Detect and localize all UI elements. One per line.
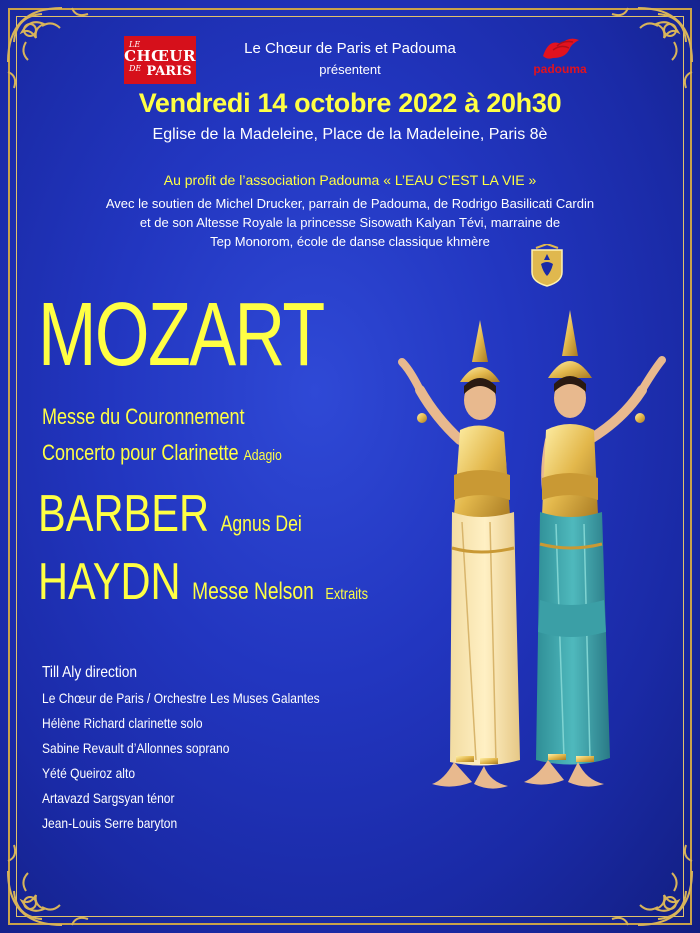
movement-note: Adagio xyxy=(243,447,282,464)
event-venue: Eglise de la Madeleine, Place de la Madeleine, Paris 8è xyxy=(152,126,548,143)
dancer-right xyxy=(524,310,662,787)
tep-monorom-emblem-icon xyxy=(528,244,566,288)
credit-ensemble: Le Chœur de Paris / Orchestre Les Muses Galantes xyxy=(42,690,320,706)
composer-mozart: MOZART xyxy=(38,285,324,385)
support-line: Avec le soutien de Michel Drucker, parrain de Padouma, de Rodrigo Basilicati Cardin xyxy=(105,196,595,211)
credit-tenor: Artavazd Sargsyan ténor xyxy=(42,790,175,806)
dancer-left xyxy=(402,320,520,789)
presenting-line: présentent xyxy=(319,62,381,77)
ornamental-corner-icon xyxy=(598,831,698,931)
organizers-line: Le Chœur de Paris et Padouma xyxy=(244,40,456,57)
work-messe-nelson: Messe Nelson xyxy=(192,578,314,605)
composer-barber-line xyxy=(38,485,302,543)
credit-clarinet: Hélène Richard clarinette solo xyxy=(42,715,203,731)
credit-baritone: Jean-Louis Serre baryton xyxy=(42,815,178,831)
work-messe-couronnement: Messe du Couronnement xyxy=(42,404,245,429)
work-concerto-clarinette xyxy=(42,440,282,466)
credit-alto: Yété Queiroz alto xyxy=(42,765,136,781)
credit-director: Till Aly direction xyxy=(42,664,138,681)
composer-barber: BARBER xyxy=(38,485,210,543)
work-agnus-dei: Agnus Dei xyxy=(220,511,302,536)
khmer-dancers-illustration xyxy=(380,300,685,800)
support-text xyxy=(0,194,700,251)
composer-haydn-line xyxy=(38,553,368,611)
choeur-de-paris-logo: LE CHŒUR DE PARIS xyxy=(124,36,196,84)
support-line: et de son Altesse Royale la princesse Sisowath Kalyan Tévi, marraine de xyxy=(139,215,561,230)
benefit-line: Au profit de l’association Padouma « L’EAU C’EST LA VIE » xyxy=(163,172,537,188)
credit-soprano: Sabine Revault d’Allonnes soprano xyxy=(42,740,230,756)
support-line: Tep Monorom, école de danse classique khmère xyxy=(210,234,490,249)
composer-haydn: HAYDN xyxy=(38,553,181,611)
padouma-logo: padouma xyxy=(525,34,595,84)
ornamental-corner-icon xyxy=(2,831,102,931)
work-note-extraits: Extraits xyxy=(325,586,368,603)
performers-list xyxy=(42,664,320,840)
event-date-time: Vendredi 14 octobre 2022 à 20h30 xyxy=(138,88,562,118)
work-title: Concerto pour Clarinette xyxy=(42,440,239,465)
